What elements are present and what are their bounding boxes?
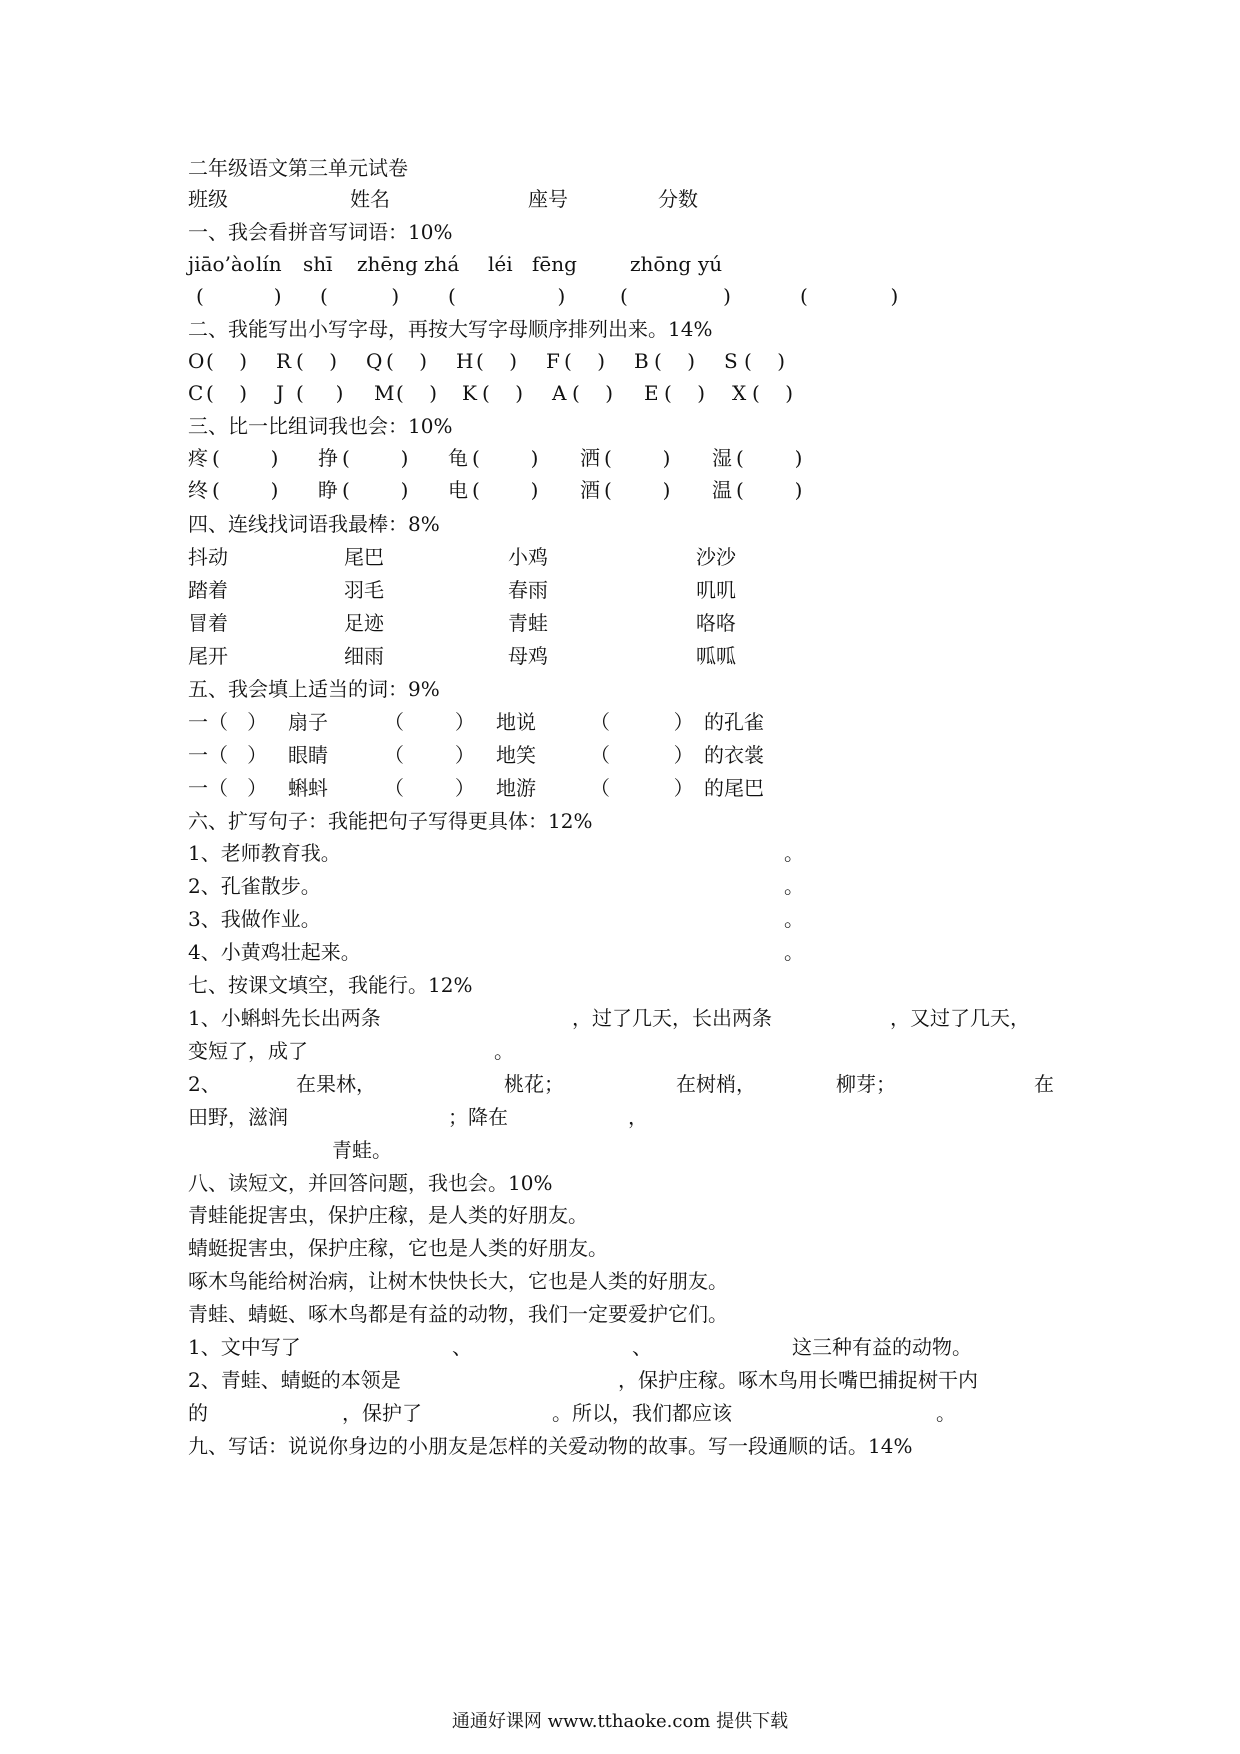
pinyin: zhēng <box>357 252 418 276</box>
match-word[interactable]: 抖动 <box>188 545 228 569</box>
question-text: ，保护了 <box>342 1401 422 1425</box>
passage-line: 蜻蜓捉害虫，保护庄稼，它也是人类的好朋友。 <box>188 1236 608 1260</box>
answer-blank[interactable]: ( ) <box>472 478 539 502</box>
question-text: 。所以，我们都应该 <box>552 1401 732 1425</box>
cloze-text: 桃花； <box>504 1072 564 1096</box>
answer-blank[interactable]: 一（ ） <box>188 776 268 800</box>
question-text: 的 <box>188 1401 208 1425</box>
section-3-heading: 三、比一比组词我也会：10% <box>188 414 453 438</box>
match-word[interactable]: 细雨 <box>344 644 384 668</box>
character: 湿 <box>712 446 732 470</box>
section-1-heading: 一、我会看拼音写词语：10% <box>188 220 453 244</box>
section-5-heading: 五、我会填上适当的词：9% <box>188 677 440 701</box>
answer-blank[interactable]: 一（ ） <box>188 743 268 767</box>
answer-blank[interactable]: ( ) <box>800 284 899 308</box>
pinyin: jiāo’ào <box>188 252 255 276</box>
answer-blank[interactable]: ( ) <box>664 381 706 405</box>
answer-blank[interactable]: ( ) <box>476 349 518 373</box>
answer-blank[interactable]: ( ) <box>386 349 428 373</box>
pinyin: zhōng <box>630 252 692 276</box>
cloze-text: ，过了几天，长出两条 <box>572 1006 772 1030</box>
match-word[interactable]: 母鸡 <box>508 644 548 668</box>
answer-blank[interactable]: ( ) <box>206 381 248 405</box>
answer-blank[interactable]: ( ) <box>572 381 614 405</box>
answer-blank[interactable]: （ ） <box>590 710 694 734</box>
match-word[interactable]: 叽叽 <box>696 578 736 602</box>
letter: B <box>634 349 649 373</box>
letter: R <box>276 349 292 373</box>
section-8-heading: 八、读短文，并回答问题，我也会。10% <box>188 1171 553 1195</box>
answer-end[interactable]: 。 <box>784 841 804 865</box>
answer-blank[interactable]: ( ) <box>620 284 731 308</box>
field-score: 分数 <box>658 187 698 211</box>
letter: H <box>456 349 474 373</box>
cloze-text: 2、 <box>188 1072 221 1096</box>
passage-line: 青蛙、蜻蜓、啄木鸟都是有益的动物，我们一定要爱护它们。 <box>188 1302 728 1326</box>
question-text: 。 <box>936 1401 956 1425</box>
match-word[interactable]: 咯咯 <box>696 611 736 635</box>
answer-end[interactable]: 。 <box>784 940 804 964</box>
fill-word: 地游 <box>496 776 536 800</box>
answer-blank[interactable]: 一（ ） <box>188 710 268 734</box>
pinyin: yú <box>698 252 723 276</box>
character: 酒 <box>580 478 600 502</box>
question-text: 1、文中写了 <box>188 1335 301 1359</box>
letter: C <box>188 381 204 405</box>
answer-blank[interactable]: ( ) <box>654 349 696 373</box>
letter: A <box>552 381 567 405</box>
answer-blank[interactable]: ( ) <box>482 381 524 405</box>
sentence-item: 1、老师教育我。 <box>188 841 341 865</box>
sentence-item: 2、孔雀散步。 <box>188 874 321 898</box>
answer-blank[interactable]: ( ) <box>196 284 282 308</box>
answer-blank[interactable]: ( ) <box>448 284 566 308</box>
pinyin: lín <box>256 252 282 276</box>
cloze-text: 田野，滋润 <box>188 1105 288 1129</box>
answer-blank[interactable]: ( ) <box>744 349 786 373</box>
letter: S <box>724 349 738 373</box>
match-word[interactable]: 呱呱 <box>696 644 736 668</box>
answer-end[interactable]: 。 <box>784 907 804 931</box>
answer-blank[interactable]: ( ) <box>212 446 279 470</box>
match-word[interactable]: 冒着 <box>188 611 228 635</box>
cloze-text: 变短了，成了 <box>188 1039 308 1063</box>
match-word[interactable]: 足迹 <box>344 611 384 635</box>
fill-word: 地笑 <box>496 743 536 767</box>
answer-end[interactable]: 。 <box>784 874 804 898</box>
letter: J <box>276 381 285 405</box>
letter: X <box>732 381 747 405</box>
character: 洒 <box>580 446 600 470</box>
cloze-text: ；降在 <box>448 1105 508 1129</box>
cloze-text: 。 <box>494 1039 514 1063</box>
fill-word: 蝌蚪 <box>288 776 328 800</box>
question-text: ，保护庄稼。啄木鸟用长嘴巴捕捉树干内 <box>618 1368 978 1392</box>
match-word[interactable]: 小鸡 <box>508 545 548 569</box>
letter: Q <box>366 349 383 373</box>
answer-blank[interactable]: ( ) <box>342 446 409 470</box>
pinyin: léi <box>488 252 513 276</box>
answer-blank[interactable]: ( ) <box>604 478 671 502</box>
cloze-text: ， <box>628 1105 648 1129</box>
cloze-text: 青蛙。 <box>332 1138 392 1162</box>
question-text: 2、青蛙、蜻蜓的本领是 <box>188 1368 401 1392</box>
sentence-item: 4、小黄鸡壮起来。 <box>188 940 361 964</box>
fill-word: 地说 <box>496 710 536 734</box>
fill-word: 扇子 <box>288 710 328 734</box>
letter: M <box>374 381 395 405</box>
match-word[interactable]: 青蛙 <box>508 611 548 635</box>
writing-area[interactable] <box>188 1470 1048 1670</box>
fill-word: 的孔雀 <box>704 710 764 734</box>
answer-blank[interactable]: （ ） <box>384 710 475 734</box>
character: 龟 <box>448 446 468 470</box>
answer-blank[interactable]: （ ） <box>590 776 694 800</box>
answer-blank[interactable]: ( ) <box>472 446 539 470</box>
pinyin: shī <box>303 252 333 276</box>
answer-blank[interactable]: ( ) <box>564 349 606 373</box>
letter: F <box>546 349 560 373</box>
cloze-text: ，又过了几天， <box>890 1006 1030 1030</box>
answer-blank[interactable]: ( ) <box>736 446 803 470</box>
question-text: 、 <box>452 1335 472 1359</box>
answer-blank[interactable]: ( ) <box>296 349 338 373</box>
field-class: 班级 <box>188 187 228 211</box>
section-9-heading: 九、写话：说说你身边的小朋友是怎样的关爱动物的故事。写一段通顺的话。14% <box>188 1434 913 1458</box>
letter: K <box>462 381 477 405</box>
passage-line: 青蛙能捉害虫，保护庄稼，是人类的好朋友。 <box>188 1203 588 1227</box>
character: 电 <box>448 478 468 502</box>
pinyin: zhá <box>424 252 460 276</box>
fill-word: 的衣裳 <box>704 743 764 767</box>
section-4-heading: 四、连线找词语我最棒：8% <box>188 512 440 536</box>
passage-line: 啄木鸟能给树治病，让树木快快长大，它也是人类的好朋友。 <box>188 1269 728 1293</box>
question-text: 这三种有益的动物。 <box>792 1335 972 1359</box>
footer-credit: 通通好课网 www.tthaoke.com 提供下载 <box>451 1711 789 1732</box>
cloze-text: 在树梢， <box>676 1072 756 1096</box>
match-word[interactable]: 踏着 <box>188 578 228 602</box>
fill-word: 的尾巴 <box>704 776 764 800</box>
match-word[interactable]: 羽毛 <box>344 578 384 602</box>
sentence-item: 3、我做作业。 <box>188 907 321 931</box>
cloze-text: 在果林， <box>296 1072 376 1096</box>
answer-blank[interactable]: （ ） <box>384 776 475 800</box>
answer-blank[interactable]: ( ) <box>752 381 794 405</box>
section-7-heading: 七、按课文填空，我能行。12% <box>188 973 473 997</box>
answer-blank[interactable]: （ ） <box>384 743 475 767</box>
section-6-heading: 六、扩写句子：我能把句子写得更具体：12% <box>188 809 593 833</box>
fill-word: 眼睛 <box>288 743 328 767</box>
answer-blank[interactable]: ( ) <box>396 381 438 405</box>
answer-blank[interactable]: ( ) <box>212 478 279 502</box>
match-word[interactable]: 尾开 <box>188 644 228 668</box>
question-text: 、 <box>632 1335 652 1359</box>
match-word[interactable]: 春雨 <box>508 578 548 602</box>
cloze-text: 在 <box>1034 1072 1054 1096</box>
exam-title: 二年级语文第三单元试卷 <box>188 156 408 180</box>
field-seat: 座号 <box>528 187 568 211</box>
answer-blank[interactable]: （ ） <box>590 743 694 767</box>
answer-blank[interactable]: ( ) <box>296 381 344 405</box>
match-word[interactable]: 沙沙 <box>696 545 736 569</box>
cloze-text: 柳芽； <box>836 1072 896 1096</box>
answer-blank[interactable]: ( ) <box>206 349 248 373</box>
character: 睁 <box>318 478 338 502</box>
answer-blank[interactable]: ( ) <box>604 446 671 470</box>
answer-blank[interactable]: ( ) <box>342 478 409 502</box>
field-name: 姓名 <box>350 187 390 211</box>
letter: E <box>644 381 659 405</box>
character: 温 <box>712 478 732 502</box>
character: 终 <box>188 478 208 502</box>
answer-blank[interactable]: ( ) <box>320 284 400 308</box>
character: 疼 <box>188 446 208 470</box>
character: 挣 <box>318 446 338 470</box>
letter: O <box>188 349 205 373</box>
section-2-heading: 二、我能写出小写字母，再按大写字母顺序排列出来。14% <box>188 317 713 341</box>
pinyin: fēng <box>532 252 577 276</box>
answer-blank[interactable]: ( ) <box>736 478 803 502</box>
cloze-text: 1、小蝌蚪先长出两条 <box>188 1006 381 1030</box>
match-word[interactable]: 尾巴 <box>344 545 384 569</box>
